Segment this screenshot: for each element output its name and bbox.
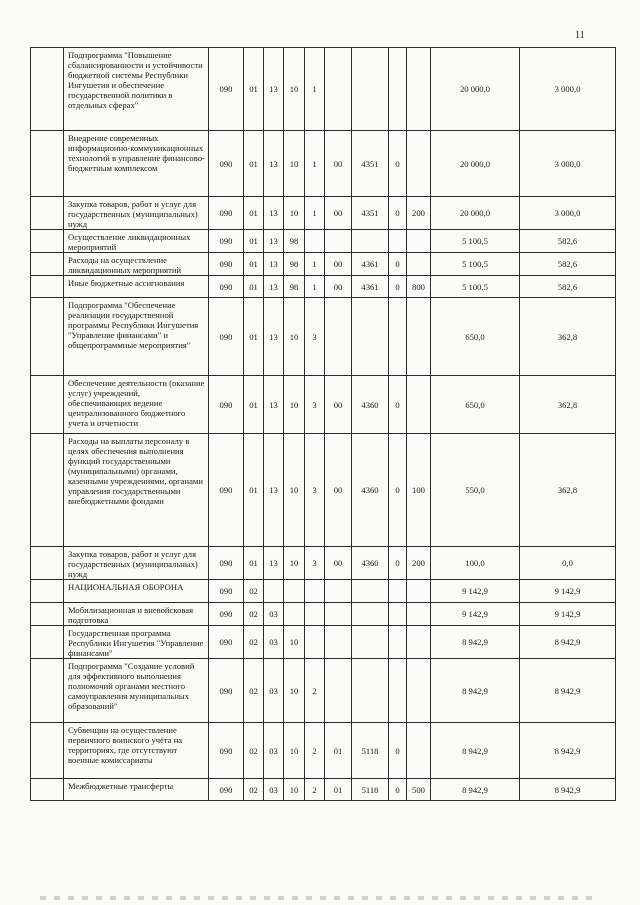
subsection-code-cell: 13	[264, 230, 284, 253]
sub-direction-code-cell: 0	[389, 547, 407, 580]
expense-type-cell: 100	[407, 434, 431, 547]
amount-2-cell: 8 942,9	[520, 723, 616, 779]
direction-code-cell: 4360	[352, 376, 389, 434]
item-name-cell: Подпрограмма "Повышение сбалансированности и устойчивости бюджетной системы Республики Ингушетия и обеспечение государственной политики в отдельных сферах"	[64, 48, 209, 131]
expense-type-cell	[407, 626, 431, 659]
subprogram-code-cell	[305, 580, 325, 603]
program-code-cell: 10	[284, 131, 305, 197]
table-row	[31, 48, 616, 131]
subprogram-code-cell: 2	[305, 659, 325, 723]
subprogram-code-cell: 1	[305, 48, 325, 131]
item-name-cell: Субвенции на осуществление первичного воинского учёта на территориях, где отсутствуют военные комиссариаты	[64, 723, 209, 779]
subprogram-code-cell: 3	[305, 298, 325, 376]
event-code-cell	[325, 230, 352, 253]
subprogram-code-cell: 3	[305, 434, 325, 547]
margin-cell	[31, 197, 64, 230]
amount-1-cell: 20 000,0	[431, 131, 520, 197]
ministry-code-cell: 090	[209, 276, 244, 298]
amount-2-cell: 9 142,9	[520, 580, 616, 603]
direction-code-cell	[352, 580, 389, 603]
expense-type-cell: 800	[407, 276, 431, 298]
program-code-cell	[284, 580, 305, 603]
sub-direction-code-cell: 0	[389, 276, 407, 298]
event-code-cell	[325, 580, 352, 603]
event-code-cell: 00	[325, 434, 352, 547]
table-row	[31, 603, 616, 626]
amount-2-cell: 582,6	[520, 230, 616, 253]
subsection-code-cell: 03	[264, 779, 284, 801]
item-name-cell: Закупка товаров, работ и услуг для государственных (муниципальных) нужд	[64, 547, 209, 580]
program-code-cell: 10	[284, 434, 305, 547]
table-row	[31, 298, 616, 376]
section-code-cell: 01	[244, 253, 264, 276]
section-code-cell: 01	[244, 547, 264, 580]
margin-cell	[31, 603, 64, 626]
item-name-cell: Осуществление ликвидационных мероприятий	[64, 230, 209, 253]
amount-2-cell: 8 942,9	[520, 626, 616, 659]
ministry-code-cell: 090	[209, 298, 244, 376]
amount-2-cell: 0,0	[520, 547, 616, 580]
event-code-cell	[325, 48, 352, 131]
margin-cell	[31, 48, 64, 131]
event-code-cell: 01	[325, 723, 352, 779]
subsection-code-cell: 13	[264, 276, 284, 298]
event-code-cell: 00	[325, 197, 352, 230]
sub-direction-code-cell	[389, 603, 407, 626]
direction-code-cell: 5118	[352, 779, 389, 801]
direction-code-cell: 4361	[352, 276, 389, 298]
subprogram-code-cell: 2	[305, 723, 325, 779]
ministry-code-cell: 090	[209, 603, 244, 626]
subprogram-code-cell: 3	[305, 547, 325, 580]
sub-direction-code-cell: 0	[389, 434, 407, 547]
event-code-cell: 00	[325, 253, 352, 276]
section-code-cell: 01	[244, 434, 264, 547]
event-code-cell: 00	[325, 131, 352, 197]
amount-2-cell: 582,6	[520, 253, 616, 276]
ministry-code-cell: 090	[209, 253, 244, 276]
section-code-cell: 01	[244, 48, 264, 131]
amount-1-cell: 8 942,9	[431, 659, 520, 723]
expense-type-cell: 500	[407, 779, 431, 801]
subsection-code-cell	[264, 580, 284, 603]
section-code-cell: 02	[244, 779, 264, 801]
subsection-code-cell: 03	[264, 603, 284, 626]
item-name-cell: Обеспечение деятельности (оказание услуг) учреждений, обеспечивающих ведение централизованного бюджетного учета и отчетности	[64, 376, 209, 434]
program-code-cell: 10	[284, 48, 305, 131]
item-name-cell: Внедрение современных информационно-коммуникационных технологий в управление финансово-бюджетным комплексом	[64, 131, 209, 197]
direction-code-cell	[352, 298, 389, 376]
section-code-cell: 02	[244, 626, 264, 659]
subprogram-code-cell: 1	[305, 276, 325, 298]
table-row	[31, 580, 616, 603]
margin-cell	[31, 131, 64, 197]
amount-1-cell: 8 942,9	[431, 723, 520, 779]
margin-cell	[31, 276, 64, 298]
amount-2-cell: 362,8	[520, 434, 616, 547]
program-code-cell: 10	[284, 298, 305, 376]
sub-direction-code-cell: 0	[389, 253, 407, 276]
item-name-cell: Подпрограмма "Обеспечение реализации государственной программы Республики Ингушетия "Управление финансами" и общепрограммные мероприятия"	[64, 298, 209, 376]
section-code-cell: 01	[244, 276, 264, 298]
table-body	[31, 48, 616, 801]
sub-direction-code-cell	[389, 230, 407, 253]
sub-direction-code-cell: 0	[389, 723, 407, 779]
amount-1-cell: 5 100,5	[431, 230, 520, 253]
ministry-code-cell: 090	[209, 547, 244, 580]
table-row	[31, 131, 616, 197]
margin-cell	[31, 298, 64, 376]
ministry-code-cell: 090	[209, 779, 244, 801]
table-row	[31, 659, 616, 723]
sub-direction-code-cell	[389, 48, 407, 131]
subsection-code-cell: 03	[264, 626, 284, 659]
amount-1-cell: 8 942,9	[431, 779, 520, 801]
margin-cell	[31, 230, 64, 253]
subprogram-code-cell: 1	[305, 131, 325, 197]
table-row	[31, 376, 616, 434]
subprogram-code-cell	[305, 626, 325, 659]
subsection-code-cell: 13	[264, 48, 284, 131]
program-code-cell: 10	[284, 547, 305, 580]
section-code-cell: 01	[244, 230, 264, 253]
direction-code-cell: 5118	[352, 723, 389, 779]
ministry-code-cell: 090	[209, 659, 244, 723]
expense-type-cell	[407, 376, 431, 434]
amount-1-cell: 9 142,9	[431, 580, 520, 603]
amount-1-cell: 5 100,5	[431, 276, 520, 298]
ministry-code-cell: 090	[209, 197, 244, 230]
subprogram-code-cell	[305, 603, 325, 626]
table-row	[31, 626, 616, 659]
amount-1-cell: 650,0	[431, 376, 520, 434]
item-name-cell: Иные бюджетные ассигнования	[64, 276, 209, 298]
expense-type-cell: 200	[407, 547, 431, 580]
subsection-code-cell: 13	[264, 547, 284, 580]
subprogram-code-cell: 1	[305, 253, 325, 276]
item-name-cell: Государственная программа Республики Ингушетия "Управление финансами"	[64, 626, 209, 659]
table-row	[31, 547, 616, 580]
section-code-cell: 02	[244, 603, 264, 626]
margin-cell	[31, 547, 64, 580]
amount-2-cell: 8 942,9	[520, 659, 616, 723]
expense-type-cell	[407, 298, 431, 376]
program-code-cell: 10	[284, 659, 305, 723]
ministry-code-cell: 090	[209, 376, 244, 434]
program-code-cell: 98	[284, 276, 305, 298]
ministry-code-cell: 090	[209, 723, 244, 779]
expense-type-cell	[407, 131, 431, 197]
program-code-cell: 10	[284, 723, 305, 779]
table-row	[31, 276, 616, 298]
event-code-cell	[325, 659, 352, 723]
margin-cell	[31, 723, 64, 779]
event-code-cell: 00	[325, 276, 352, 298]
amount-2-cell: 3 000,0	[520, 48, 616, 131]
direction-code-cell	[352, 48, 389, 131]
event-code-cell: 00	[325, 376, 352, 434]
subprogram-code-cell: 3	[305, 376, 325, 434]
amount-1-cell: 8 942,9	[431, 626, 520, 659]
sub-direction-code-cell	[389, 298, 407, 376]
direction-code-cell: 4351	[352, 131, 389, 197]
direction-code-cell: 4360	[352, 434, 389, 547]
item-name-cell: Закупка товаров, работ и услуг для государственных (муниципальных) нужд	[64, 197, 209, 230]
amount-1-cell: 550,0	[431, 434, 520, 547]
section-code-cell: 02	[244, 580, 264, 603]
direction-code-cell: 4360	[352, 547, 389, 580]
sub-direction-code-cell: 0	[389, 197, 407, 230]
expense-type-cell	[407, 48, 431, 131]
amount-1-cell: 20 000,0	[431, 48, 520, 131]
direction-code-cell	[352, 626, 389, 659]
program-code-cell: 10	[284, 376, 305, 434]
sub-direction-code-cell	[389, 580, 407, 603]
margin-cell	[31, 659, 64, 723]
item-name-cell: Межбюджетные трансферты	[64, 779, 209, 801]
event-code-cell	[325, 298, 352, 376]
direction-code-cell	[352, 230, 389, 253]
amount-1-cell: 9 142,9	[431, 603, 520, 626]
bottom-scan-marks	[40, 896, 600, 900]
section-code-cell: 01	[244, 376, 264, 434]
section-code-cell: 02	[244, 723, 264, 779]
amount-2-cell: 3 000,0	[520, 131, 616, 197]
item-name-cell: НАЦИОНАЛЬНАЯ ОБОРОНА	[64, 580, 209, 603]
program-code-cell: 98	[284, 253, 305, 276]
item-name-cell: Расходы на осуществление ликвидационных мероприятий	[64, 253, 209, 276]
amount-2-cell: 8 942,9	[520, 779, 616, 801]
amount-2-cell: 582,6	[520, 276, 616, 298]
sub-direction-code-cell: 0	[389, 131, 407, 197]
item-name-cell: Мобилизационная и вневойсковая подготовка	[64, 603, 209, 626]
direction-code-cell: 4361	[352, 253, 389, 276]
ministry-code-cell: 090	[209, 580, 244, 603]
margin-cell	[31, 626, 64, 659]
item-name-cell: Подпрограмма "Создание условий для эффективного выполнения полномочий органами местного самоуправления муниципальных образований"	[64, 659, 209, 723]
program-code-cell: 10	[284, 779, 305, 801]
subsection-code-cell: 13	[264, 197, 284, 230]
ministry-code-cell: 090	[209, 131, 244, 197]
expense-type-cell	[407, 580, 431, 603]
sub-direction-code-cell: 0	[389, 376, 407, 434]
subsection-code-cell: 13	[264, 376, 284, 434]
event-code-cell: 00	[325, 547, 352, 580]
subsection-code-cell: 13	[264, 298, 284, 376]
ministry-code-cell: 090	[209, 48, 244, 131]
subsection-code-cell: 13	[264, 131, 284, 197]
direction-code-cell	[352, 603, 389, 626]
expense-type-cell	[407, 723, 431, 779]
event-code-cell	[325, 626, 352, 659]
expense-type-cell: 200	[407, 197, 431, 230]
event-code-cell	[325, 603, 352, 626]
subprogram-code-cell: 1	[305, 197, 325, 230]
direction-code-cell: 4351	[352, 197, 389, 230]
event-code-cell: 01	[325, 779, 352, 801]
table-row	[31, 779, 616, 801]
table-row	[31, 197, 616, 230]
sub-direction-code-cell	[389, 626, 407, 659]
margin-cell	[31, 580, 64, 603]
program-code-cell: 98	[284, 230, 305, 253]
amount-1-cell: 5 100,5	[431, 253, 520, 276]
section-code-cell: 01	[244, 197, 264, 230]
subsection-code-cell: 13	[264, 434, 284, 547]
direction-code-cell	[352, 659, 389, 723]
expense-type-cell	[407, 659, 431, 723]
ministry-code-cell: 090	[209, 434, 244, 547]
sub-direction-code-cell	[389, 659, 407, 723]
program-code-cell: 10	[284, 626, 305, 659]
expense-type-cell	[407, 230, 431, 253]
amount-2-cell: 3 000,0	[520, 197, 616, 230]
subsection-code-cell: 03	[264, 723, 284, 779]
amount-2-cell: 362,8	[520, 298, 616, 376]
expense-type-cell	[407, 603, 431, 626]
margin-cell	[31, 376, 64, 434]
program-code-cell	[284, 603, 305, 626]
subsection-code-cell: 03	[264, 659, 284, 723]
margin-cell	[31, 253, 64, 276]
table-row	[31, 434, 616, 547]
program-code-cell: 10	[284, 197, 305, 230]
amount-2-cell: 362,8	[520, 376, 616, 434]
table-row	[31, 723, 616, 779]
subsection-code-cell: 13	[264, 253, 284, 276]
amount-1-cell: 20 000,0	[431, 197, 520, 230]
ministry-code-cell: 090	[209, 230, 244, 253]
sub-direction-code-cell: 0	[389, 779, 407, 801]
section-code-cell: 01	[244, 131, 264, 197]
expense-type-cell	[407, 253, 431, 276]
page-number: 11	[575, 30, 585, 41]
section-code-cell: 01	[244, 298, 264, 376]
subprogram-code-cell	[305, 230, 325, 253]
subprogram-code-cell: 2	[305, 779, 325, 801]
margin-cell	[31, 434, 64, 547]
table-row	[31, 230, 616, 253]
amount-1-cell: 650,0	[431, 298, 520, 376]
item-name-cell: Расходы на выплаты персоналу в целях обеспечения выполнения функций государственными (муниципальными) органами, казенными учреждениями, органами управления государственными внебюджетными фондами	[64, 434, 209, 547]
table-row	[31, 253, 616, 276]
section-code-cell: 02	[244, 659, 264, 723]
ministry-code-cell: 090	[209, 626, 244, 659]
amount-1-cell: 100,0	[431, 547, 520, 580]
amount-2-cell: 9 142,9	[520, 603, 616, 626]
budget-table	[30, 47, 616, 801]
margin-cell	[31, 779, 64, 801]
